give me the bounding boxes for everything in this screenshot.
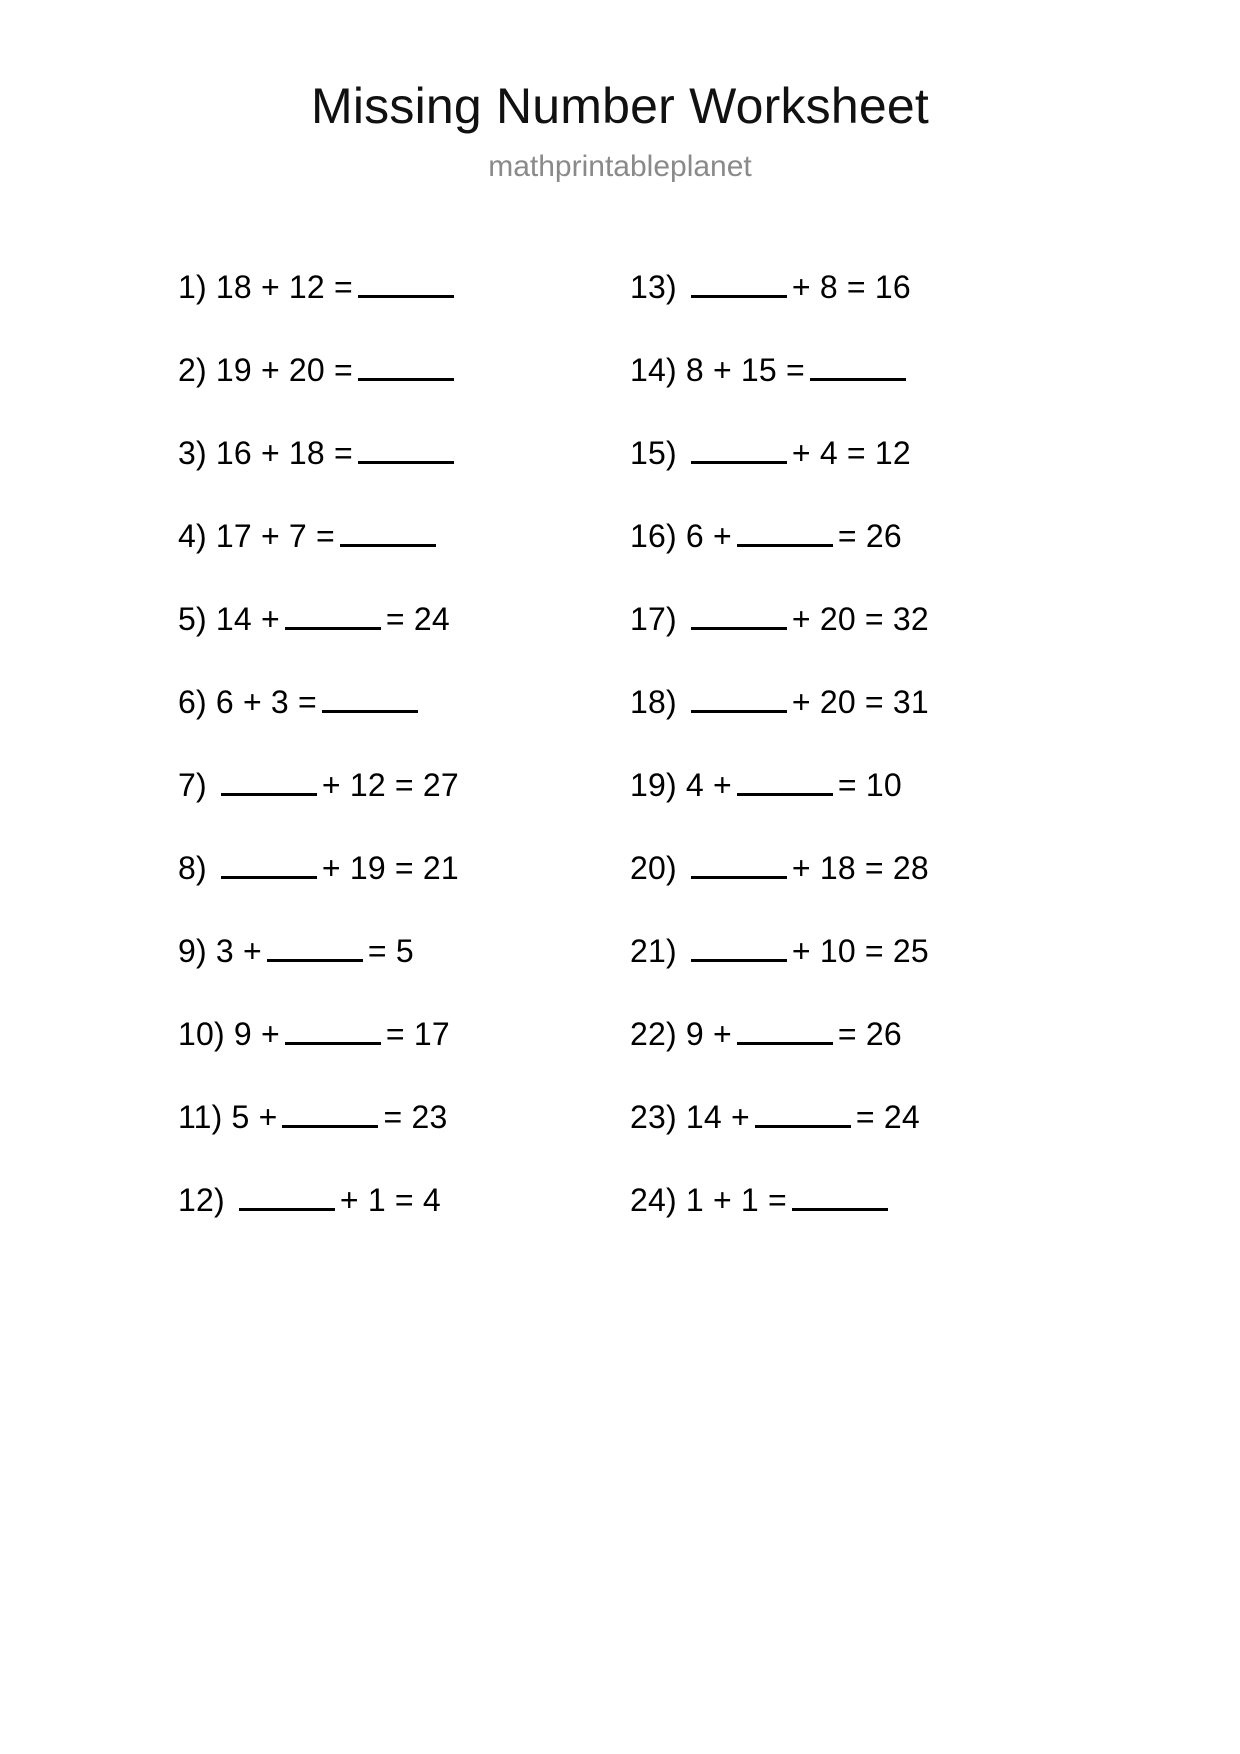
- problem-number: 8): [178, 849, 207, 886]
- problem-expression-after: + 19 = 21: [321, 849, 459, 886]
- problem-number: 5): [178, 600, 207, 637]
- problem-item: [178, 763, 630, 846]
- problem-number: 3): [178, 434, 207, 471]
- answer-blank[interactable]: [691, 846, 787, 879]
- page-title: Missing Number Worksheet: [311, 78, 929, 134]
- problem-expression-after: = 24: [385, 600, 450, 637]
- answer-blank[interactable]: [691, 265, 787, 298]
- problem-expression-before: 6 + 3 =: [215, 683, 317, 720]
- problem-number: 15): [630, 434, 677, 471]
- problem-number: 23): [630, 1098, 677, 1135]
- problems-container: [0, 265, 1240, 1261]
- problem-item: [178, 929, 630, 1012]
- problem-number: 14): [630, 351, 677, 388]
- answer-blank[interactable]: [358, 348, 454, 381]
- problem-item: [178, 846, 630, 929]
- problem-expression-after: = 5: [367, 932, 414, 969]
- problem-item: [630, 1178, 1030, 1261]
- answer-blank[interactable]: [737, 1012, 833, 1045]
- problem-number: 24): [630, 1181, 677, 1218]
- answer-blank[interactable]: [358, 431, 454, 464]
- problem-item: [178, 431, 630, 514]
- problems-column-right: [630, 265, 1030, 1261]
- problem-expression-after: = 17: [385, 1015, 450, 1052]
- problem-item: [178, 1012, 630, 1095]
- answer-blank[interactable]: [358, 265, 454, 298]
- problem-expression-before: 17 + 7 =: [215, 517, 335, 554]
- problem-item: [178, 597, 630, 680]
- problem-expression-after: = 26: [837, 1015, 902, 1052]
- problem-expression-before: 9 +: [685, 1015, 732, 1052]
- problem-expression-after: + 20 = 32: [791, 600, 929, 637]
- answer-blank[interactable]: [810, 348, 906, 381]
- problem-number: 2): [178, 351, 207, 388]
- problem-expression-after: + 12 = 27: [321, 766, 459, 803]
- answer-blank[interactable]: [792, 1178, 888, 1211]
- worksheet-header: [0, 0, 1240, 183]
- problem-expression-before: 8 + 15 =: [685, 351, 805, 388]
- problem-item: [630, 431, 1030, 514]
- problem-number: 22): [630, 1015, 677, 1052]
- answer-blank[interactable]: [340, 514, 436, 547]
- answer-blank[interactable]: [267, 929, 363, 962]
- problem-number: 1): [178, 268, 207, 305]
- problem-number: 9): [178, 932, 207, 969]
- answer-blank[interactable]: [221, 763, 317, 796]
- problem-number: 11): [178, 1098, 223, 1135]
- problem-item: [178, 1178, 630, 1261]
- answer-blank[interactable]: [691, 929, 787, 962]
- problem-item: [178, 680, 630, 763]
- problem-expression-after: + 1 = 4: [339, 1181, 441, 1218]
- problem-item: [630, 929, 1030, 1012]
- problem-expression-before: 9 +: [233, 1015, 280, 1052]
- problem-expression-before: 5 +: [231, 1098, 278, 1135]
- problem-item: [630, 265, 1030, 348]
- answer-blank[interactable]: [282, 1095, 378, 1128]
- answer-blank[interactable]: [691, 680, 787, 713]
- answer-blank[interactable]: [737, 514, 833, 547]
- page-subtitle: mathprintableplanet: [488, 149, 752, 183]
- problem-expression-before: 18 + 12 =: [215, 268, 353, 305]
- problem-expression-after: = 26: [837, 517, 902, 554]
- problem-number: 20): [630, 849, 677, 886]
- problem-expression-before: 14 +: [685, 1098, 750, 1135]
- problem-number: 13): [630, 268, 677, 305]
- answer-blank[interactable]: [285, 1012, 381, 1045]
- problem-item: [630, 763, 1030, 846]
- problem-number: 21): [630, 932, 677, 969]
- problem-expression-before: 16 + 18 =: [215, 434, 353, 471]
- problem-expression-after: + 4 = 12: [791, 434, 911, 471]
- problem-item: [630, 680, 1030, 763]
- problem-expression-before: 1 + 1 =: [685, 1181, 787, 1218]
- problem-expression-after: = 23: [383, 1098, 448, 1135]
- answer-blank[interactable]: [691, 597, 787, 630]
- problem-expression-before: 3 +: [215, 932, 262, 969]
- problem-item: [630, 1095, 1030, 1178]
- problem-expression-after: + 8 = 16: [791, 268, 911, 305]
- problem-item: [630, 348, 1030, 431]
- problem-item: [178, 265, 630, 348]
- problem-expression-after: = 10: [837, 766, 902, 803]
- answer-blank[interactable]: [239, 1178, 335, 1211]
- problem-number: 19): [630, 766, 677, 803]
- problem-number: 7): [178, 766, 207, 803]
- problem-expression-after: + 10 = 25: [791, 932, 929, 969]
- problem-item: [178, 348, 630, 431]
- answer-blank[interactable]: [755, 1095, 851, 1128]
- problem-expression-after: = 24: [855, 1098, 920, 1135]
- problem-expression-after: + 20 = 31: [791, 683, 929, 720]
- answer-blank[interactable]: [221, 846, 317, 879]
- problem-number: 6): [178, 683, 207, 720]
- answer-blank[interactable]: [322, 680, 418, 713]
- problem-expression-after: + 18 = 28: [791, 849, 929, 886]
- problem-number: 17): [630, 600, 677, 637]
- problem-number: 4): [178, 517, 207, 554]
- problem-expression-before: 4 +: [685, 766, 732, 803]
- problem-item: [630, 846, 1030, 929]
- answer-blank[interactable]: [285, 597, 381, 630]
- problem-number: 16): [630, 517, 677, 554]
- answer-blank[interactable]: [691, 431, 787, 464]
- problem-item: [630, 1012, 1030, 1095]
- problem-number: 12): [178, 1181, 225, 1218]
- problem-expression-before: 14 +: [215, 600, 280, 637]
- problem-number: 10): [178, 1015, 225, 1052]
- problem-expression-before: 19 + 20 =: [215, 351, 353, 388]
- problem-item: [630, 514, 1030, 597]
- problems-column-left: [178, 265, 630, 1261]
- problem-item: [178, 514, 630, 597]
- problem-number: 18): [630, 683, 677, 720]
- problem-item: [630, 597, 1030, 680]
- answer-blank[interactable]: [737, 763, 833, 796]
- problem-item: [178, 1095, 630, 1178]
- problem-expression-before: 6 +: [685, 517, 732, 554]
